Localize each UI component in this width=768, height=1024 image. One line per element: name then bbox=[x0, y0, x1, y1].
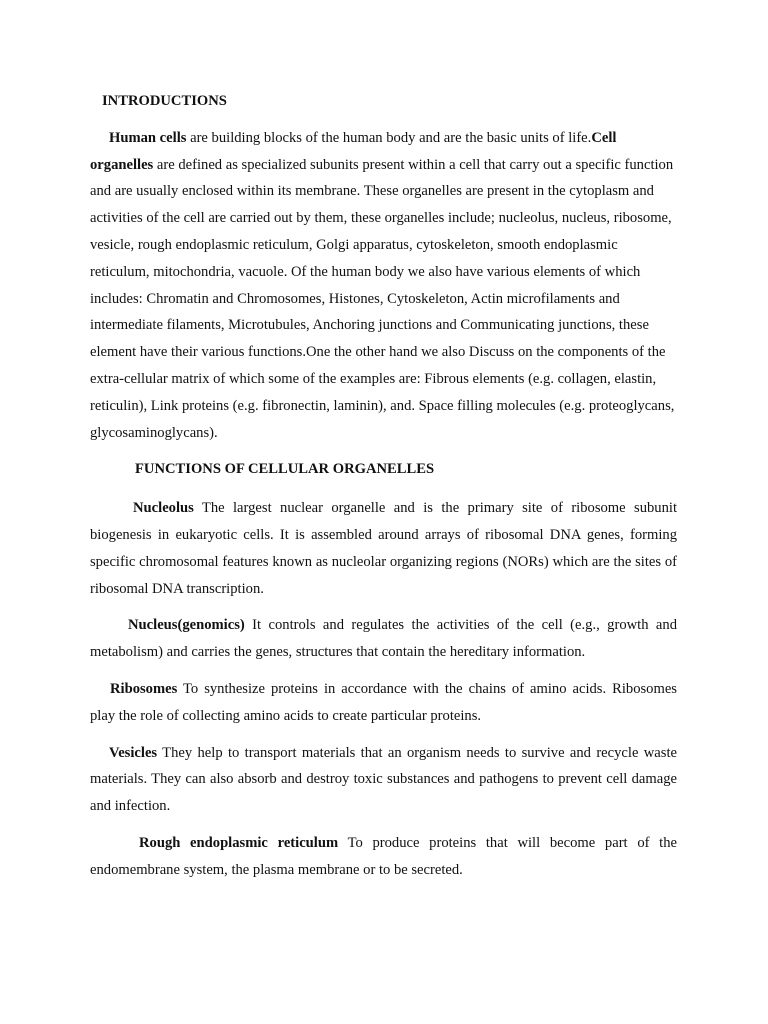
ribosomes-text: To synthesize proteins in accordance with the chains of amino acids. Ribosomes play the role of collecting amino acids to create particular proteins. bbox=[90, 680, 677, 724]
nucleolus-text: The largest nuclear organelle and is the primary site of ribosome subunit biogenesis in eukaryotic cells. It is assembled around arrays of ribosomal DNA genes, forming specific chromosomal features known as nucleolar organizing regions (NORs) which are the sites of ribosomal DNA transcription. bbox=[90, 500, 677, 597]
rough-er-paragraph bbox=[90, 830, 677, 884]
cell-organelles-term: Cell organelles bbox=[90, 129, 617, 173]
vesicles-paragraph bbox=[90, 740, 677, 820]
nucleus-text: It controls and regulates the activities of the cell (e.g., growth and metabolism) and carries the genes, structures that contain the hereditary information. bbox=[90, 617, 677, 661]
human-cells-term: Human cells bbox=[109, 129, 187, 146]
rough-er-text: To produce proteins that will become part of the endomembrane system, the plasma membrane or to be secreted. bbox=[90, 834, 677, 878]
nucleolus-term: Nucleolus bbox=[133, 500, 194, 517]
functions-heading: FUNCTIONS OF CELLULAR ORGANELLES bbox=[135, 461, 435, 478]
ribosomes-term: Ribosomes bbox=[110, 680, 178, 697]
nucleolus-paragraph bbox=[90, 495, 677, 602]
ribosomes-paragraph bbox=[90, 676, 677, 730]
intro-text-2: are defined as specialized subunits present within a cell that carry out a specific function and are usually enclosed within its membrane. These organelles are present in the cytoplasm and activities of the cell are carried out by them, these organelles include; nucleolus, nucleus, ribosome, vesicle, rough endoplasmic reticulum, Golgi apparatus, cytoskeleton, smooth endoplasmic reticulum, mitochondria, vacuole. Of the human body we also have various elements of which includes: Chromatin and Chromosomes, Histones, Cytoskeleton, Actin microfilaments and intermediate filaments, Microtubules, Anchoring junctions and Communicating junctions, these element have their various functions.One the other hand we also Discuss on the components of the extra-cellular matrix of which some of the examples are: Fibrous elements (e.g. collagen, elastin, reticulin), Link proteins (e.g. fibronectin, laminin), and. Space filling molecules (e.g. proteoglycans, glycosaminoglycans). bbox=[90, 156, 675, 441]
intro-text-1: are building blocks of the human body and are the basic units of life. bbox=[186, 129, 592, 146]
introduction-paragraph bbox=[90, 125, 677, 447]
vesicles-text: They help to transport materials that an organism needs to survive and recycle waste materials. They can also absorb and destroy toxic substances and pathogens to prevent cell damage and infection. bbox=[90, 744, 677, 815]
vesicles-term: Vesicles bbox=[109, 744, 158, 761]
nucleus-paragraph bbox=[90, 612, 677, 666]
nucleus-term: Nucleus(genomics) bbox=[128, 617, 245, 634]
introductions-heading: INTRODUCTIONS bbox=[102, 93, 227, 109]
rough-er-term: Rough endoplasmic reticulum bbox=[139, 834, 339, 851]
document-body bbox=[90, 88, 677, 894]
